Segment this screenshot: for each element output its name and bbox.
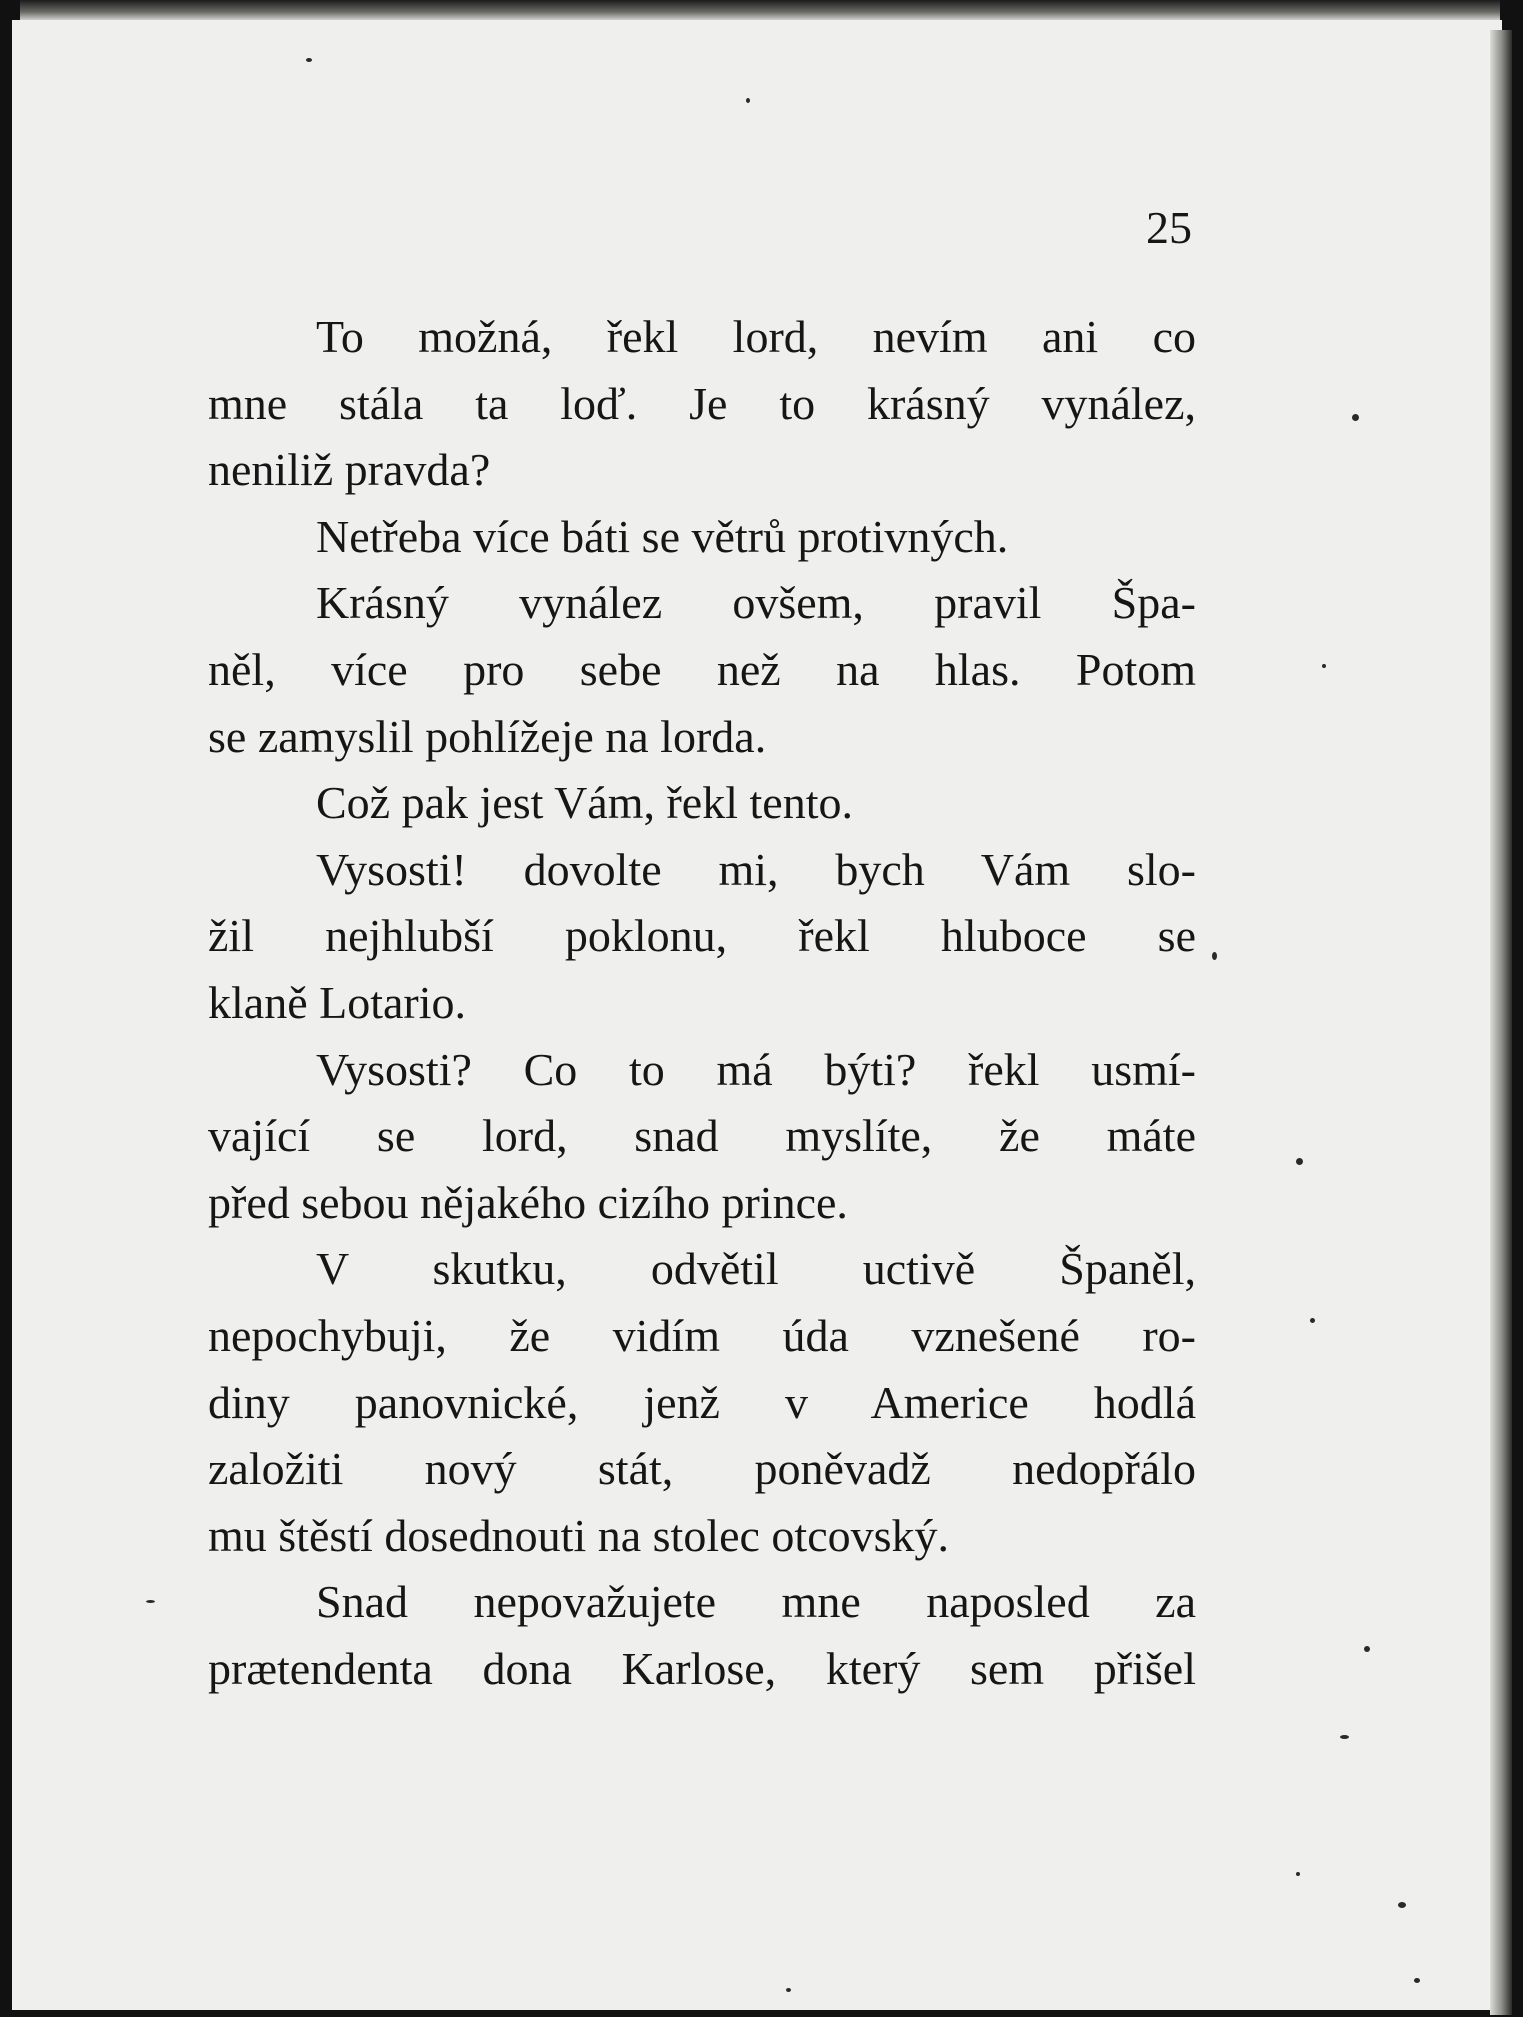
body-text bbox=[208, 304, 1196, 1702]
text-line: nepochybuji, že vidím úda vznešené ro- bbox=[208, 1309, 1196, 1361]
scan-speck bbox=[306, 58, 312, 62]
text-line: diny panovnické, jenž v Americe hodlá bbox=[208, 1376, 1196, 1428]
text-line: klaně Lotario. bbox=[208, 976, 467, 1028]
text-line: se zamyslil pohlížeje na lorda. bbox=[208, 710, 767, 762]
scan-speck bbox=[1322, 664, 1326, 668]
text-line: prætendenta dona Karlose, který sem přišel bbox=[208, 1642, 1196, 1694]
page-top-edge bbox=[20, 0, 1500, 20]
scan-speck bbox=[786, 1988, 791, 1992]
text-line: Vysosti? Co to má býti? řekl usmí- bbox=[316, 1043, 1196, 1095]
text-line: V skutku, odvětil uctivě Španěl, bbox=[316, 1243, 1196, 1295]
text-line: před sebou nějakého cizího prince. bbox=[208, 1176, 848, 1228]
scan-speck bbox=[1340, 1735, 1349, 1739]
text-line: Krásný vynález ovšem, pravil Špa- bbox=[316, 577, 1196, 629]
text-line: Vysosti! dovolte mi, bych Vám slo- bbox=[316, 843, 1196, 895]
text-line: To možná, řekl lord, nevím ani co bbox=[316, 311, 1196, 362]
scan-speck bbox=[1296, 1158, 1303, 1165]
text-line: založiti nový stát, poněvadž nedopřálo bbox=[208, 1443, 1196, 1495]
scan-speck bbox=[1310, 1318, 1315, 1323]
text-line: vající se lord, snad myslíte, že máte bbox=[208, 1110, 1196, 1162]
text-line: mu štěstí dosednouti na stolec otcovský. bbox=[208, 1509, 950, 1561]
scan-speck bbox=[1296, 1872, 1300, 1876]
scan-speck bbox=[146, 1600, 155, 1603]
text-line: Snad nepovažujete mne naposled za bbox=[316, 1576, 1196, 1628]
text-line: Což pak jest Vám, řekl tento. bbox=[316, 777, 853, 829]
scan-speck bbox=[1352, 414, 1359, 421]
text-line: Netřeba více báti se větrů protivných. bbox=[316, 510, 1009, 562]
text-line: žil nejhlubší poklonu, řekl hluboce se bbox=[208, 910, 1196, 962]
scan-speck bbox=[1364, 1646, 1370, 1652]
scan-speck bbox=[746, 98, 750, 103]
scan-speck bbox=[1212, 952, 1217, 960]
page-number: 25 bbox=[1146, 202, 1192, 253]
page-right-edge bbox=[1490, 30, 1512, 2015]
text-line: neniliž pravda? bbox=[208, 444, 491, 496]
text-line: mne stála ta loď. Je to krásný vynález, bbox=[208, 377, 1196, 429]
text-line: něl, více pro sebe než na hlas. Potom bbox=[208, 643, 1196, 695]
scan-speck bbox=[1414, 1978, 1420, 1983]
scan-speck bbox=[1398, 1902, 1406, 1908]
